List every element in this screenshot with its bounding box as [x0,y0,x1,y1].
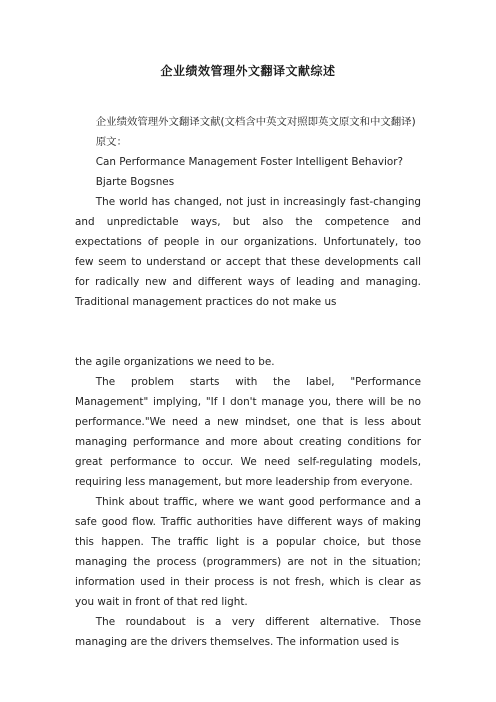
article-author: Bjarte Bogsnes [95,176,175,188]
text-block-first [75,112,421,312]
text-block-second [75,352,421,652]
doc-subtitle: 企业绩效管理外文翻译文献(文档含中英文对照即英文原文和中文翻译) [95,116,416,128]
paragraph: The problem starts with the label, "Performance Management" implying, "If I don't manage you, there will be no performance."We need a new mindset, one that is less about managing performance and more about creating conditions for great performance to occur. We need self-regulating models, requiring less management, but more leadership from everyone. [75,376,421,488]
document-title: 企业绩效管理外文翻译文献综述 [160,64,336,78]
paragraph: The world has changed, not just in increasingly fast-changing and unpredictable ways, but also the competence and expectations of people in our organizations. Unfortunately, too few seem to understand or accept that these developments call for radically new and different ways of leading and managing. Traditional management practices do not make us [75,196,421,308]
article-title: Can Performance Management Foster Intelligent Behavior? [95,156,404,168]
paragraph: Think about traffic, where we want good performance and a safe good flow. Traffic authorities have different ways of making this happen. The traffic light is a popular choice, but those managing the process (programmers) are not in the situation; information used in their process is not fresh, which is clear as you wait in front of that red light. [75,496,421,608]
paragraph-continuation: the agile organizations we need to be. [75,356,275,368]
paragraph: The roundabout is a very different alternative. Those managing are the drivers themselves. The information used is [75,616,421,648]
original-text-label: 原文： [95,136,127,148]
